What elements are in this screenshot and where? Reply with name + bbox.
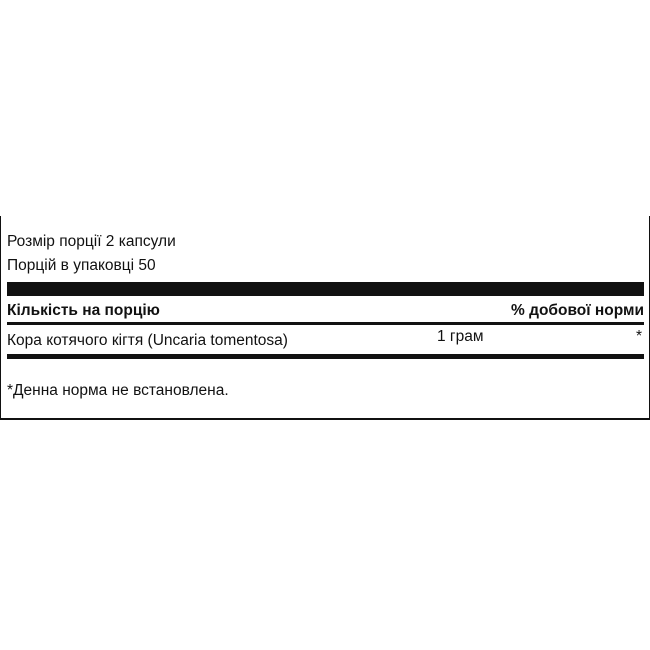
ingredient-amount: 1 грам bbox=[437, 328, 484, 345]
servings-per-container-text: Порцій в упаковці 50 bbox=[7, 257, 156, 274]
serving-size-text: Розмір порції 2 капсули bbox=[7, 233, 176, 250]
thick-divider bbox=[7, 282, 644, 296]
ingredient-name: Кора котячого кігтя (Uncaria tomentosa) bbox=[7, 332, 288, 349]
daily-value-label: % добової норми bbox=[511, 302, 644, 319]
bottom-divider bbox=[7, 354, 644, 359]
facts-header-row bbox=[7, 302, 644, 320]
footnote-text: *Денна норма не встановлена. bbox=[7, 382, 229, 399]
ingredient-row bbox=[7, 328, 644, 350]
thin-divider bbox=[7, 322, 644, 325]
amount-per-serving-label: Кількість на порцію bbox=[7, 302, 160, 319]
supplement-facts-panel bbox=[0, 216, 650, 420]
ingredient-daily-value: * bbox=[635, 328, 642, 345]
